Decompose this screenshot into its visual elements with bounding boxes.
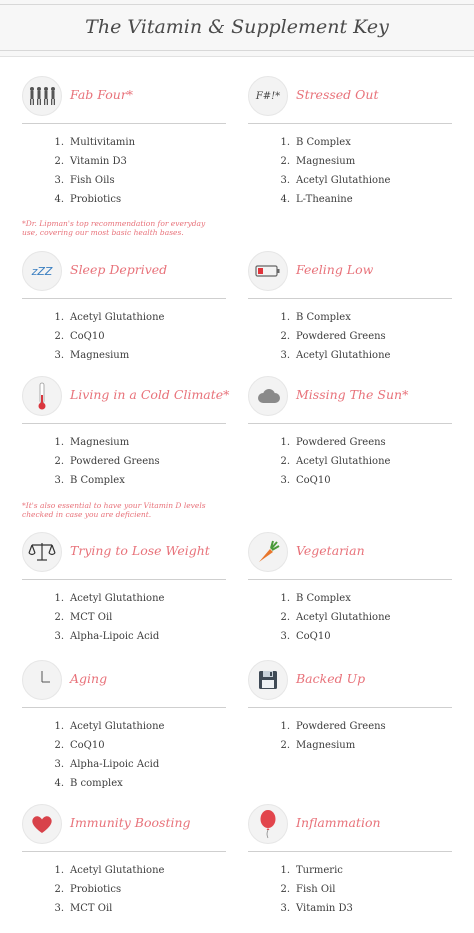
supplement-list xyxy=(22,433,160,490)
clock-icon xyxy=(22,660,62,700)
section-header xyxy=(22,251,226,291)
section-title: Inflammation xyxy=(296,815,381,830)
list-item: 3. Vitamin D3 xyxy=(280,903,353,914)
supplement-list xyxy=(22,589,164,646)
section-title: Living in a Cold Climate* xyxy=(70,387,230,402)
list-item: 1. Turmeric xyxy=(280,865,343,876)
list-item: 3. Alpha-Lipoic Acid xyxy=(54,631,160,642)
section-title: Missing The Sun* xyxy=(296,387,409,402)
section-header xyxy=(22,660,226,700)
list-item: 3. Magnesium xyxy=(54,350,130,361)
list-item: 1. Powdered Greens xyxy=(280,437,386,448)
list-item: 3. MCT Oil xyxy=(54,903,113,914)
list-item: 1. Multivitamin xyxy=(54,137,136,148)
list-item: 1. Acetyl Glutathione xyxy=(54,721,165,732)
list-item: 4. B complex xyxy=(54,778,123,789)
list-item: 2. CoQ10 xyxy=(54,331,105,342)
balloon-icon xyxy=(248,804,288,844)
section-title: Aging xyxy=(70,671,108,686)
list-item: 2. Vitamin D3 xyxy=(54,156,127,167)
section-divider xyxy=(22,707,226,708)
supplement-list xyxy=(248,589,390,646)
page-title: The Vitamin & Supplement Key xyxy=(85,16,389,38)
list-item: 1. B Complex xyxy=(280,593,351,604)
list-item: 2. Acetyl Glutathione xyxy=(280,612,391,623)
section-header xyxy=(22,376,230,416)
section-title: Fab Four* xyxy=(70,87,134,102)
list-item: 2. Acetyl Glutathione xyxy=(280,456,391,467)
list-item: 2. CoQ10 xyxy=(54,740,105,751)
supplement-list xyxy=(248,861,353,918)
fab-four-footnote: *Dr. Lipman's top recommendation for everyday use, covering our most basic health bases. xyxy=(22,219,206,237)
list-item: 3. CoQ10 xyxy=(280,475,331,486)
section-title: Feeling Low xyxy=(296,262,374,277)
list-item: 2. Powdered Greens xyxy=(54,456,160,467)
section-divider xyxy=(22,298,226,299)
section-divider xyxy=(22,851,226,852)
list-item: 1. B Complex xyxy=(280,312,351,323)
section-header xyxy=(22,804,226,844)
section-divider xyxy=(248,298,452,299)
supplement-list xyxy=(22,861,164,918)
section-divider xyxy=(248,123,452,124)
vitamin-d-footnote: *It's also essential to have your Vitamin D levels checked in case you are deficient. xyxy=(22,501,206,519)
section-title: Vegetarian xyxy=(296,543,365,558)
list-item: 1. B Complex xyxy=(280,137,351,148)
list-item: 3. CoQ10 xyxy=(280,631,331,642)
section-divider xyxy=(248,707,452,708)
list-item: 3. Acetyl Glutathione xyxy=(280,175,391,186)
list-item: 2. MCT Oil xyxy=(54,612,113,623)
list-item: 1. Acetyl Glutathione xyxy=(54,312,165,323)
supplement-list xyxy=(22,133,135,209)
section-header xyxy=(22,532,226,572)
list-item: 3. Alpha-Lipoic Acid xyxy=(54,759,160,770)
section-title: Sleep Deprived xyxy=(70,262,168,277)
list-item: 2. Probiotics xyxy=(54,884,122,895)
section-divider xyxy=(22,579,226,580)
list-item: 4. Probiotics xyxy=(54,194,122,205)
low-battery-icon xyxy=(248,251,288,291)
section-divider xyxy=(22,423,226,424)
list-item: 4. L-Theanine xyxy=(280,194,353,205)
section-header xyxy=(248,76,452,116)
list-item: 1. Acetyl Glutathione xyxy=(54,865,165,876)
cloud-icon xyxy=(248,376,288,416)
beatles-icon xyxy=(22,76,62,116)
section-header xyxy=(248,532,452,572)
section-header xyxy=(248,804,452,844)
supplement-list xyxy=(248,717,386,755)
list-item: 3. Acetyl Glutathione xyxy=(280,350,391,361)
section-divider xyxy=(248,851,452,852)
list-item: 1. Acetyl Glutathione xyxy=(54,593,165,604)
supplement-list xyxy=(22,717,164,793)
list-item: 1. Magnesium xyxy=(54,437,130,448)
list-item: 2. Magnesium xyxy=(280,156,356,167)
list-item: 2. Fish Oil xyxy=(280,884,336,895)
sleep-zzz-icon: zZZ xyxy=(22,251,62,291)
thermometer-icon xyxy=(22,376,62,416)
list-item: 2. Powdered Greens xyxy=(280,331,386,342)
header-bottom-rule xyxy=(0,50,474,51)
list-item: 3. B Complex xyxy=(54,475,125,486)
list-item: 3. Fish Oils xyxy=(54,175,115,186)
header xyxy=(0,0,474,57)
section-divider xyxy=(22,123,226,124)
heart-icon xyxy=(22,804,62,844)
section-header xyxy=(248,660,452,700)
section-header xyxy=(248,251,452,291)
section-title: Trying to Lose Weight xyxy=(70,543,210,558)
section-divider xyxy=(248,579,452,580)
carrot-icon xyxy=(248,532,288,572)
list-item: 1. Powdered Greens xyxy=(280,721,386,732)
section-divider xyxy=(248,423,452,424)
supplement-list xyxy=(248,133,390,209)
section-header xyxy=(22,76,226,116)
supplement-list xyxy=(248,433,390,490)
supplement-list xyxy=(22,308,164,365)
section-title: Backed Up xyxy=(296,671,366,686)
supplement-list xyxy=(248,308,390,365)
floppy-disk-icon xyxy=(248,660,288,700)
section-header xyxy=(248,376,452,416)
scale-icon xyxy=(22,532,62,572)
section-title: Stressed Out xyxy=(296,87,379,102)
section-title: Immunity Boosting xyxy=(70,815,191,830)
list-item: 2. Magnesium xyxy=(280,740,356,751)
header-top-rule xyxy=(0,4,474,5)
grawlix-icon: F#!* xyxy=(248,76,288,116)
